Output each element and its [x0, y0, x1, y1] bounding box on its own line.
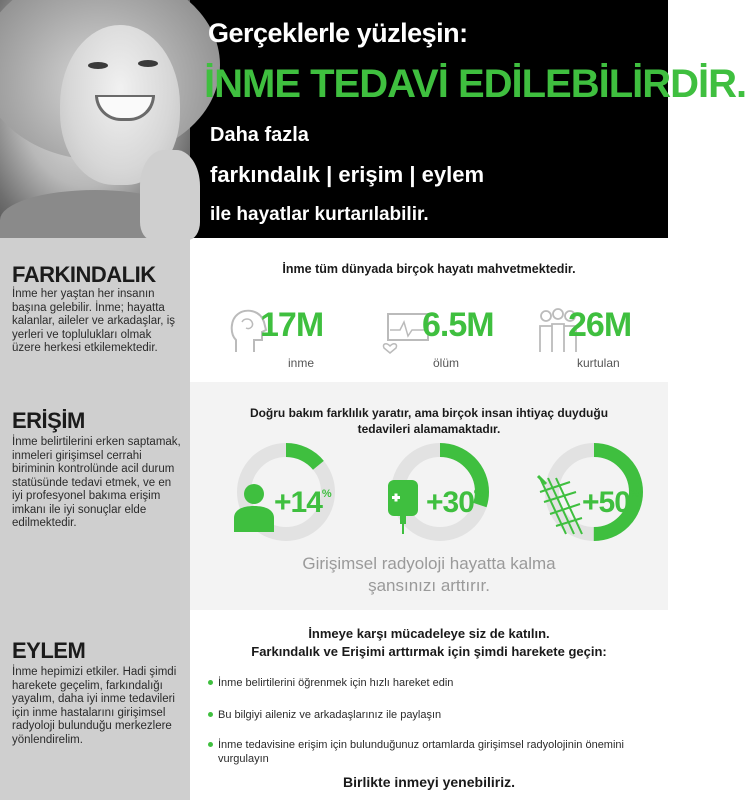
- access-body: İnme belirtilerini erken saptamak, inmeleri girişimsel cerrahi biriminin kontrolünde acil durum statüsünde tedavi etmek, ve en iyi profesyonel bakıma erişim imkanı ile iyi sonuçlar elde edilmektedir.: [12, 436, 181, 529]
- awareness-heading: FARKINDALIK: [12, 262, 156, 287]
- action-content: [190, 610, 668, 800]
- header-line-1: Daha fazla: [210, 124, 309, 146]
- action-title-1: İnmeye karşı mücadeleye siz de katılın.: [308, 626, 550, 641]
- awareness-body: İnme her yaştan her insanın başına gelebilir. İnme; hayatta kalanlar, aileler ve arkadaşlar, iş yerleri ve toplulukları olmak üzere herkesi etkilemektedir.: [12, 288, 175, 354]
- access-footer-2: şansınızı arttırır.: [368, 576, 490, 595]
- header-headline: İNME TEDAVİ EDİLEBİLİRDİR.: [204, 62, 746, 106]
- stat-value-survivors: 26M: [568, 306, 632, 344]
- person-icon: [232, 482, 276, 532]
- awareness-content: [190, 238, 668, 382]
- access-footer-1: Girişimsel radyoloji hayatta kalma: [302, 554, 556, 573]
- action-title-2: Farkındalık ve Erişimi arttırmak için şimdi harekete geçin:: [251, 644, 607, 659]
- access-subtitle-2: tedavileri alamamaktadır.: [357, 422, 501, 436]
- improvement-value-1: +14%: [274, 486, 331, 519]
- header-title: Gerçeklerle yüzleşin:: [208, 18, 468, 48]
- access-sidebar: [0, 382, 190, 610]
- action-body: İnme hepimizi etkiler. Hadi şimdi harekete geçelim, farkındalığı yayalım, daha iyi inme tedavileri için inme hastalarını girişimsel radyoloji bulunduğu merkezlere yönlendirelim.: [12, 666, 177, 746]
- stat-label-strokes: inme: [288, 356, 315, 370]
- stat-label-deaths: ölüm: [433, 356, 460, 370]
- awareness-section: [0, 238, 668, 382]
- stent-retriever-icon: [536, 474, 586, 538]
- action-sidebar: [0, 610, 190, 800]
- stat-value-strokes: 17M: [260, 306, 324, 344]
- access-content: [190, 382, 668, 610]
- stat-label-survivors: kurtulan: [577, 356, 620, 370]
- access-section: [0, 382, 668, 610]
- iv-bag-icon: [386, 478, 420, 534]
- header-line-3: ile hayatlar kurtarılabilir.: [210, 204, 429, 225]
- action-bullet-3: İnme tedavisine erişim için bulunduğunuz ortamlarda girişimsel radyolojinin önemini vurgulayın: [218, 738, 638, 766]
- woman-portrait-image: [0, 0, 190, 238]
- action-bullet-2: Bu bilgiyi aileniz ve arkadaşlarınız ile paylaşın: [218, 708, 638, 722]
- improvement-value-2: +30%: [426, 486, 483, 519]
- stat-value-deaths: 6.5M: [422, 306, 494, 344]
- action-section: [0, 610, 668, 800]
- access-heading: ERİŞİM: [12, 408, 85, 433]
- awareness-subtitle: İnme tüm dünyada birçok hayatı mahvetmektedir.: [282, 262, 576, 276]
- header-line-2: farkındalık | erişim | eylem: [210, 162, 485, 187]
- header-banner: [0, 0, 746, 238]
- action-heading: EYLEM: [12, 638, 86, 663]
- awareness-sidebar: [0, 238, 190, 382]
- action-closing: Birlikte inmeyi yenebiliriz.: [343, 774, 515, 790]
- improvement-value-3: +50%: [582, 486, 639, 519]
- action-bullet-1: İnme belirtilerini öğrenmek için hızlı hareket edin: [218, 676, 638, 690]
- access-subtitle-1: Doğru bakım farklılık yaratır, ama birçok insan ihtiyaç duyduğu: [249, 406, 609, 420]
